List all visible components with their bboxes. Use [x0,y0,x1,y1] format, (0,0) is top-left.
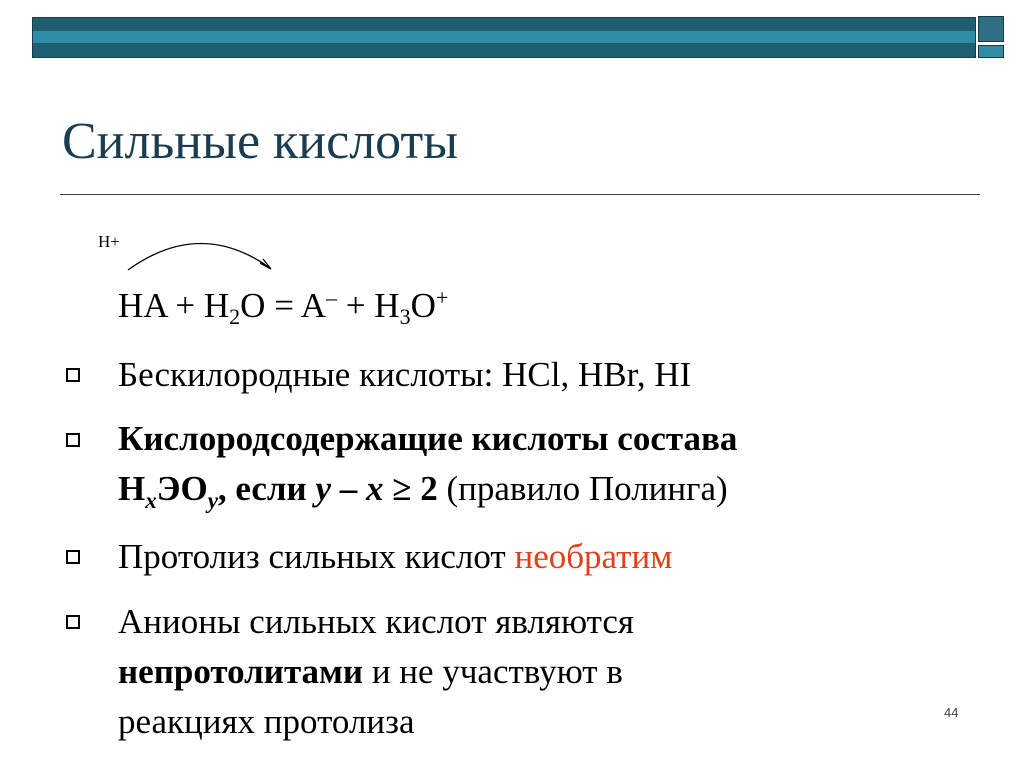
anions-line3: реакциях протолиза [118,702,415,741]
bullet-oxygen-free-acids: Бескилородные кислоты: HCl, HBr, HI [118,355,692,394]
bullet-oxyacids [118,414,737,514]
acid-formula: HA [118,286,167,325]
oxyacid-formula: $H_xЭO_y$, если y – x ≥ 2 [118,469,438,513]
title-underline [60,194,980,195]
bullet-square-icon [66,615,80,629]
proton-label: H+ [98,232,120,251]
plus-sign: + [345,286,366,325]
anions-line2-rest: и не участвуют в [371,652,623,691]
irreversible-highlight: необратим [514,537,673,576]
proton-transfer-arrow-icon [120,232,280,276]
header-corner-square-bottom [978,45,1004,58]
slide-title: Сильные кислоты [62,113,459,170]
bullet-square-icon [66,550,80,564]
header-stripe [33,31,975,43]
bullet-square-icon [66,368,80,382]
oxyacids-line1: Кислородсодержащие кислоты состава [118,419,738,458]
water-formula: $H_2O$ [203,286,266,329]
anion-formula: A– [300,285,338,325]
plus-sign: + [175,286,196,325]
bullet-anions [118,597,634,747]
header-corner-square-top [978,16,1004,42]
non-protolytes-term: непротолитами [118,652,364,691]
header-bar [32,17,976,58]
page-number: 44 [944,705,959,720]
anions-line1: Анионы сильных кислот являются [118,602,635,641]
bullet-irreversible: Протолиз сильных кислот необратим [118,537,673,576]
hydronium-formula: $H_3O^+$ [374,285,449,329]
bullet-square-icon [66,433,80,447]
protolysis-equation [118,285,449,329]
pauling-rule: (правило Полинга) [446,469,728,508]
equals-sign: = [274,286,294,325]
